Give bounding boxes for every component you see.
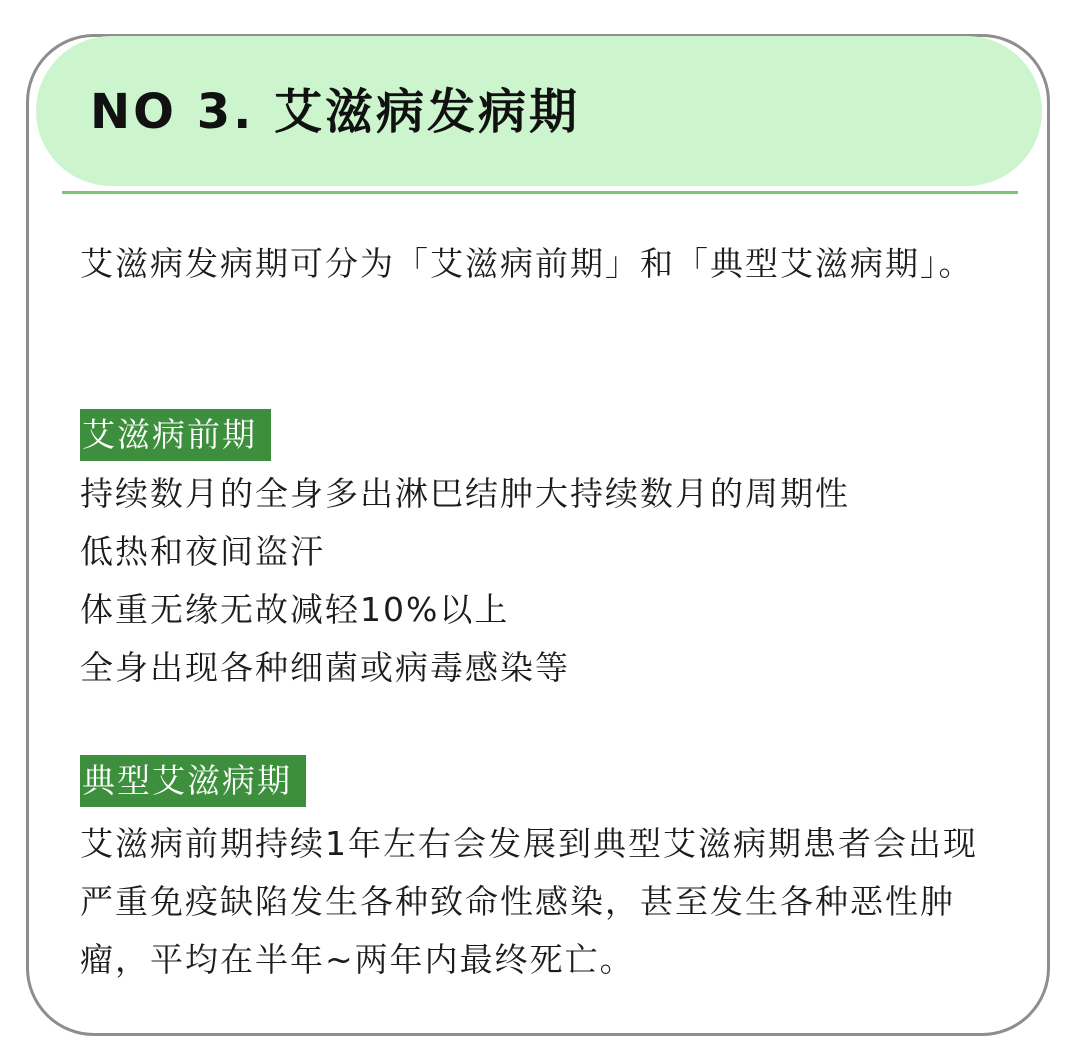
list-item: 全身出现各种细菌或病毒感染等 bbox=[80, 648, 570, 687]
pre-aids-tag: 艾滋病前期 bbox=[80, 409, 271, 461]
section-title: NO 3. 艾滋病发病期 bbox=[90, 84, 581, 140]
list-item: 持续数月的全身多出淋巴结肿大持续数月的周期性 bbox=[80, 474, 850, 513]
header-divider bbox=[62, 191, 1018, 194]
typical-aids-paragraph: 艾滋病前期持续1年左右会发展到典型艾滋病期患者会出现严重免疫缺陷发生各种致命性感染，甚至发生各种恶性肿瘤，平均在半年~两年内最终死亡。 bbox=[80, 824, 978, 979]
intro-paragraph: 艾滋病发病期可分为「艾滋病前期」和「典型艾滋病期」。 bbox=[80, 244, 974, 283]
list-item: 体重无缘无故减轻10%以上 bbox=[80, 590, 510, 629]
pre-aids-symptom-list bbox=[80, 465, 850, 697]
list-item: 低热和夜间盗汗 bbox=[80, 532, 325, 571]
typical-aids-tag: 典型艾滋病期 bbox=[80, 755, 306, 807]
